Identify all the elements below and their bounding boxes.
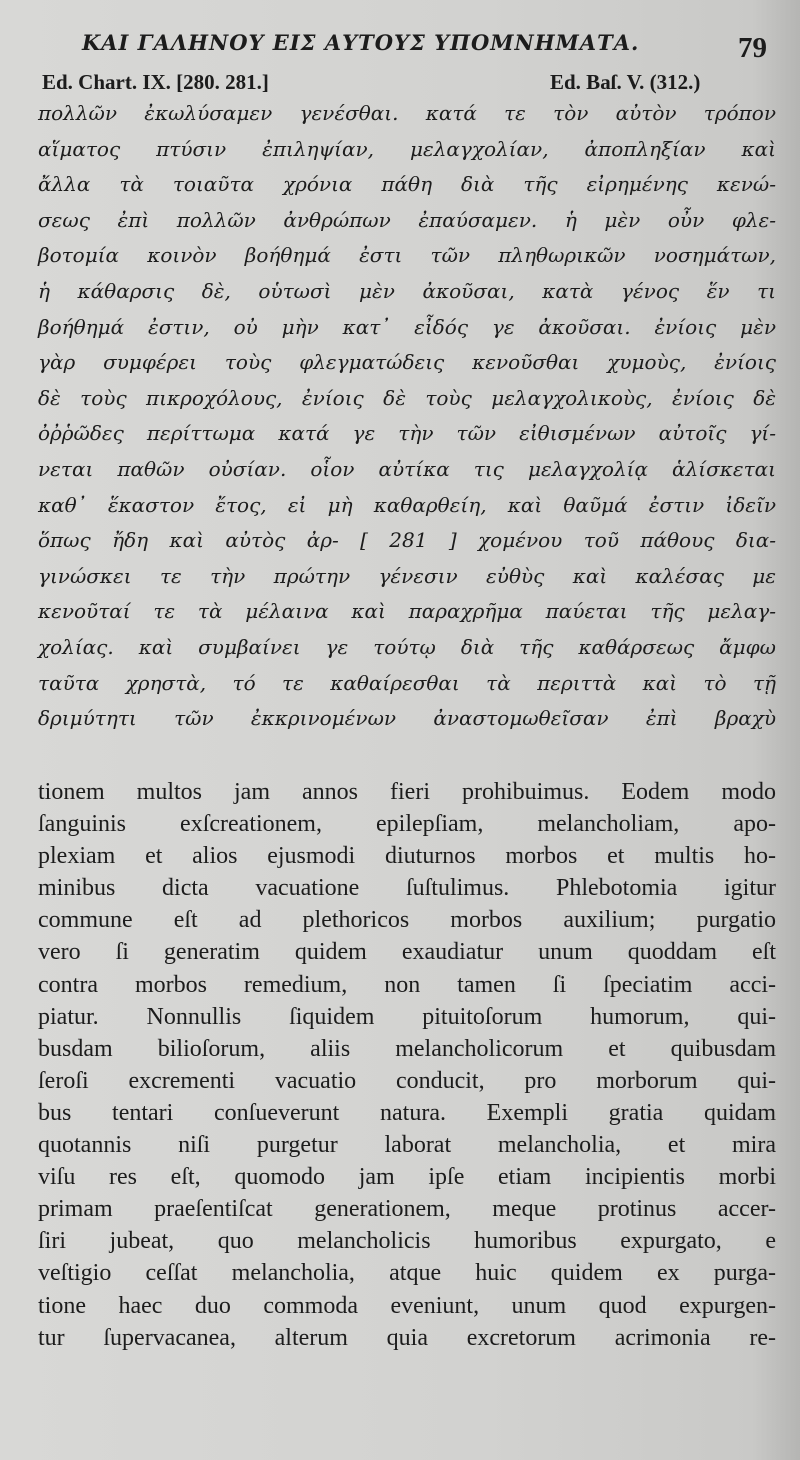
greek-line: ταῦτα χρηστὰ, τό τε καθαίρεσθαι τὰ περιττὰ καὶ τὸ τῇ [38,670,776,695]
latin-line: tionem multos jam annos fieri prohibuimus. Eodem modo [38,779,776,805]
greek-line: ἄλλα τὰ τοιαῦτα χρόνια πάθη διὰ τῆς εἰρημένης κενώ- [38,172,776,197]
latin-line: commune eſt ad plethoricos morbos auxilium; purgatio [38,907,776,934]
edition-reference-right: Ed. Baſ. V. (312.) [550,70,701,94]
greek-line: ὀῤῥῶδες περίττωμα κατά γε τὴν τῶν εἰθισμένων αὐτοῖς γί- [38,421,776,446]
greek-line: δὲ τοὺς πικροχόλους, ἐνίοις δὲ τοὺς μελαγχολικοὺς, ἐνίοις δὲ [38,385,776,410]
greek-line: πολλῶν ἐκωλύσαμεν γενέσθαι. κατά τε τὸν αὐτὸν τρόπον [38,101,776,125]
greek-line: καθ᾽ ἕκαστον ἔτος, εἰ μὴ καθαρθείη, καὶ θαῦμά ἐστιν ἰδεῖν [38,492,776,517]
latin-line: vero ſi generatim quidem exaudiatur unum quoddam eſt [38,939,776,966]
greek-line: ἡ κάθαρσις δὲ, οὑτωσὶ μὲν ἀκοῦσαι, κατὰ γένος ἕν τι [38,278,776,303]
greek-line: δριμύτητι τῶν ἐκκρινομένων ἀναστομωθεῖσαν ἐπὶ βραχὺ [38,706,776,731]
running-head: ΚΑΙ ΓΑΛΗΝΟΥ ΕΙΣ ΑΥΤΟΥΣ ΥΠΟΜΝΗΜΑΤΑ. [82,30,640,55]
greek-line: βοτομία κοινὸν βοήθημά ἐστι τῶν πληθωρικῶν νοσημάτων, [38,243,776,268]
latin-line: tione haec duo commoda eveniunt, unum quod expurgen- [38,1292,776,1319]
latin-line: primam praeſentiſcat generationem, meque protinus accer- [38,1196,776,1223]
greek-line: γὰρ συμφέρει τοὺς φλεγματώδεις κενοῦσθαι χυμοὺς, ἐνίοις [38,350,776,375]
latin-line: plexiam et alios ejusmodi diuturnos morbos et multis ho- [38,843,776,870]
latin-line: tur ſupervacanea, alterum quia excretorum acrimonia re- [38,1324,776,1351]
greek-line: νεται παθῶν οὐσίαν. οἷον αὐτίκα τις μελαγχολίᾳ ἁλίσκεται [38,456,776,481]
page-number: 79 [738,32,767,64]
latin-line: quotannis niſi purgetur laborat melancholia, et mira [38,1132,776,1159]
latin-text-block [38,776,776,1354]
edition-reference-left: Ed. Chart. IX. [280. 281.] [42,70,269,94]
latin-line: viſu res eſt, quomodo jam ipſe etiam incipientis morbi [38,1164,776,1191]
latin-line: contra morbos remedium, non tamen ſi ſpeciatim acci- [38,971,776,998]
latin-line: minibus dicta vacuatione ſuſtulimus. Phlebotomia igitur [38,875,776,902]
latin-line: ſanguinis exſcreationem, epilepſiam, melancholiam, apo- [38,811,776,838]
greek-text-block [38,96,776,737]
latin-line: bus tentari conſueverunt natura. Exempli gratia quidam [38,1099,776,1126]
latin-line: busdam bilioſorum, aliis melancholicorum et quibusdam [38,1035,776,1062]
latin-line: ſiri jubeat, quo melancholicis humoribus expurgato, e [38,1228,776,1255]
greek-line: σεως ἐπὶ πολλῶν ἀνθρώπων ἐπαύσαμεν. ἡ μὲν οὖν φλε- [38,207,776,232]
greek-line: χολίας. καὶ συμβαίνει γε τούτῳ διὰ τῆς καθάρσεως ἄμφω [38,634,776,659]
greek-line: γινώσκει τε τὴν πρώτην γένεσιν εὐθὺς καὶ καλέσας με [38,563,776,588]
greek-line: βοήθημά ἐστιν, οὐ μὴν κατ᾽ εἶδός γε ἀκοῦσαι. ἐνίοις μὲν [38,314,776,339]
greek-line: ὅπως ἤδη καὶ αὐτὸς ἀρ- [ 281 ] χομένου τοῦ πάθους δια- [38,528,776,553]
greek-line: κενοῦταί τε τὰ μέλαινα καὶ παραχρῆμα παύεται τῆς μελαγ- [38,599,776,624]
latin-line: veſtigio ceſſat melancholia, atque huic quidem ex purga- [38,1260,776,1287]
greek-line: αἵματος πτύσιν ἐπιληψίαν, μελαγχολίαν, ἀποπληξίαν καὶ [38,136,776,161]
latin-line: ſeroſi excrementi vacuatio conducit, pro morborum qui- [38,1067,776,1094]
latin-line: piatur. Nonnullis ſiquidem pituitoſorum humorum, qui- [38,1003,776,1030]
